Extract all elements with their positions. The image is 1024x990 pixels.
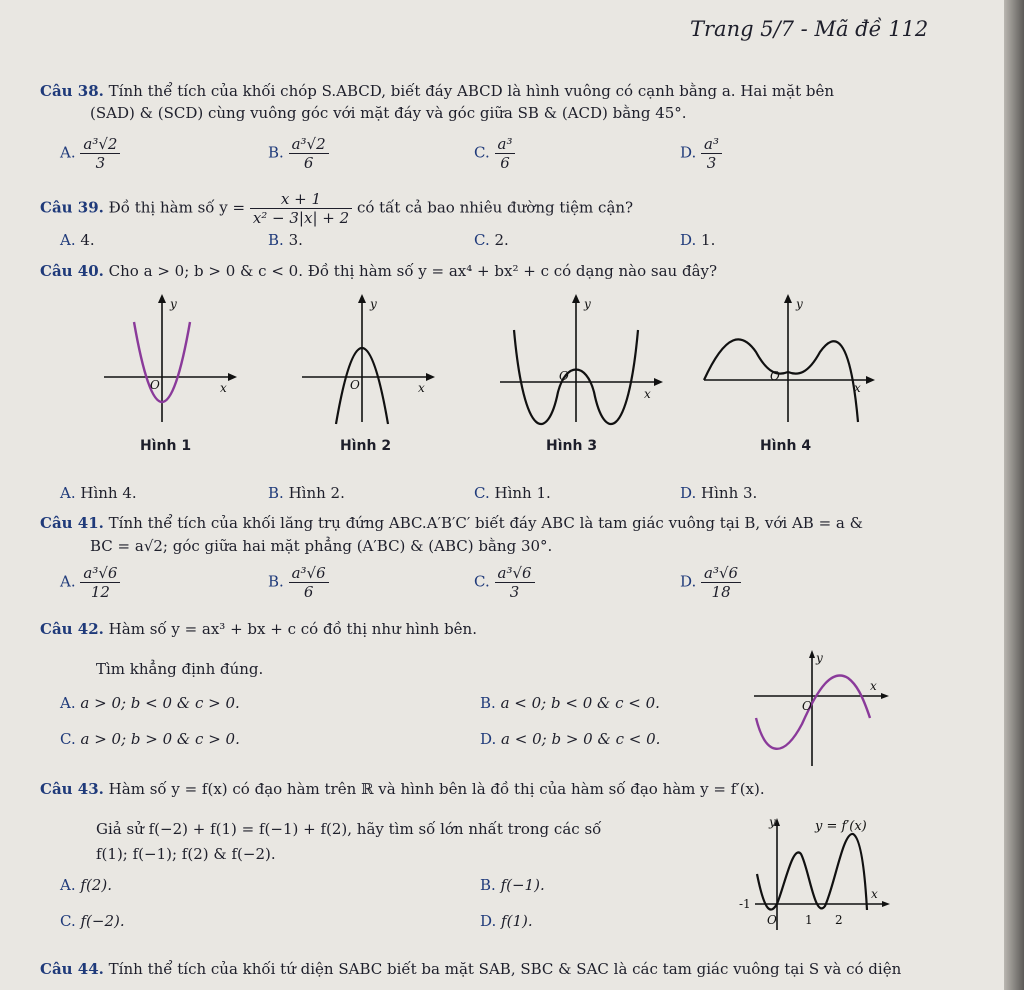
option-key: D. [480, 912, 497, 930]
option-text: a < 0; b > 0 & c < 0. [501, 730, 661, 748]
q39-line [40, 190, 633, 227]
y-arrow-icon [158, 294, 166, 303]
option-text: 4. [80, 231, 95, 249]
origin-label: O [770, 369, 780, 383]
frac-den: 6 [500, 154, 510, 172]
option-key: C. [474, 572, 490, 591]
option-key: C. [474, 231, 490, 249]
frac-den: x² − 3|x| + 2 [252, 209, 350, 227]
x-arrow-icon [426, 373, 435, 381]
option-key: A. [60, 231, 76, 249]
q42-line [40, 620, 477, 638]
tick-minus-1: -1 [739, 897, 751, 911]
option-text: Hình 2. [288, 484, 345, 502]
option-text: 3. [288, 231, 303, 249]
q40-option-a[interactable] [60, 484, 137, 502]
y-arrow-icon [784, 294, 792, 303]
q38-line1 [40, 82, 834, 100]
frac-den: 3 [95, 154, 106, 172]
option-text: 2. [494, 231, 509, 249]
q38-option-c[interactable] [474, 135, 515, 172]
tick-2: 2 [835, 913, 843, 927]
q40-label: Câu 40. [40, 262, 104, 280]
q42-sub: Tìm khẳng định đúng. [96, 660, 264, 678]
y-label: y [170, 297, 177, 311]
q38-option-a[interactable] [60, 135, 120, 172]
q39-option-a[interactable] [60, 231, 95, 249]
frac-num: x + 1 [250, 190, 352, 209]
x-label: x [870, 679, 877, 693]
q40-option-c[interactable] [474, 484, 551, 502]
option-text: Hình 4. [80, 484, 137, 502]
q43-option-b[interactable] [480, 876, 545, 894]
option-key: B. [268, 143, 284, 162]
q39-post: có tất cả bao nhiêu đường tiệm cận? [356, 198, 634, 217]
q39-option-d[interactable] [680, 231, 715, 249]
option-key: D. [480, 730, 497, 748]
option-key: B. [268, 484, 284, 502]
frac-den: 12 [90, 583, 110, 601]
option-text: f(−1). [500, 876, 545, 894]
option-key: D. [680, 572, 697, 591]
q43-sub2: f(1); f(−1); f(2) & f(−2). [96, 845, 276, 863]
frac-num: a³√6 [289, 564, 329, 583]
q43-option-c[interactable] [60, 912, 125, 930]
option-key: C. [474, 143, 490, 162]
x-arrow-icon [866, 376, 875, 384]
option-key: D. [680, 143, 697, 162]
cubic-curve [756, 675, 870, 748]
option-text: f(2). [80, 876, 112, 894]
y-arrow-icon [358, 294, 366, 303]
x-arrow-icon [654, 378, 663, 386]
q43-option-d[interactable] [480, 912, 533, 930]
frac-den: 6 [303, 154, 314, 172]
q43-text: Hàm số y = f(x) có đạo hàm trên ℝ và hình bên là đồ thị của hàm số đạo hàm y = f′(x). [108, 780, 765, 798]
option-key: C. [60, 912, 76, 930]
figure-4-graph [700, 292, 880, 427]
q41-option-a[interactable] [60, 564, 120, 601]
option-text: a > 0; b > 0 & c > 0. [80, 730, 240, 748]
q42-graph [752, 648, 892, 770]
figure-2-graph [298, 292, 438, 427]
figure-1-caption: Hình 1 [140, 438, 192, 454]
q41-line1 [40, 514, 863, 532]
frac-num: a³√6 [701, 564, 741, 583]
q42-label: Câu 42. [40, 620, 104, 638]
y-label: y [796, 297, 803, 311]
option-text: f(1). [501, 912, 533, 930]
page-edge-shadow [1004, 0, 1024, 990]
frac-num: a³ [701, 135, 722, 154]
page-header: Trang 5/7 - Mã đề 112 [690, 17, 929, 41]
q44-label: Câu 44. [40, 960, 104, 978]
x-arrow-icon [228, 373, 237, 381]
q42-option-d[interactable] [480, 730, 660, 748]
frac-den: 6 [303, 583, 314, 601]
tick-1: 1 [805, 913, 813, 927]
figure-3-caption: Hình 3 [546, 438, 598, 454]
q43-option-a[interactable] [60, 876, 112, 894]
figure-1-graph [100, 292, 240, 427]
q38-option-d[interactable] [680, 135, 722, 172]
q42-option-b[interactable] [480, 694, 660, 712]
figure-4-caption: Hình 4 [760, 438, 812, 454]
y-arrow-icon [809, 650, 815, 658]
q43-line [40, 780, 765, 798]
option-key: B. [480, 694, 496, 712]
frac-num: a³ [495, 135, 516, 154]
y-arrow-icon [572, 294, 580, 303]
q43-sub1: Giả sử f(−2) + f(1) = f(−1) + f(2), hãy tìm số lớn nhất trong các số [96, 820, 602, 838]
option-key: A. [60, 876, 76, 894]
frac-num: a³√2 [289, 135, 329, 154]
origin-label: O [767, 913, 777, 927]
frac-den: 18 [711, 583, 731, 601]
graph-title: y = f′(x) [815, 819, 867, 834]
option-key: B. [480, 876, 496, 894]
option-text: a > 0; b < 0 & c > 0. [80, 694, 240, 712]
q42-option-c[interactable] [60, 730, 240, 748]
q38-line2: (SAD) & (SCD) cùng vuông góc với mặt đáy và góc giữa SB & (ACD) bằng 45°. [90, 104, 687, 122]
frac-num: a³√6 [80, 564, 120, 583]
q38-text1: Tính thể tích của khối chóp S.ABCD, biết đáy ABCD là hình vuông có cạnh bằng a. Hai mặt bên [108, 82, 835, 100]
x-label: x [871, 887, 878, 901]
figure-3-graph [496, 292, 666, 427]
option-key: D. [680, 231, 697, 249]
option-text: Hình 3. [701, 484, 758, 502]
q41-label: Câu 41. [40, 514, 104, 532]
option-text: f(−2). [80, 912, 125, 930]
origin-label: O [802, 699, 812, 713]
derivative-curve [757, 834, 867, 910]
q43-label: Câu 43. [40, 780, 104, 798]
x-label: x [854, 381, 861, 395]
frac-den: 3 [509, 583, 520, 601]
option-text: 1. [701, 231, 716, 249]
x-label: x [644, 387, 651, 401]
y-label: y [584, 297, 591, 311]
option-key: A. [60, 484, 76, 502]
frac-num: a³√2 [80, 135, 120, 154]
q40-text: Cho a > 0; b > 0 & c < 0. Đồ thị hàm số y = ax⁴ + bx² + c có dạng nào sau đây? [108, 262, 718, 280]
option-text: Hình 1. [494, 484, 551, 502]
q40-line [40, 262, 717, 280]
origin-label: O [559, 369, 569, 383]
x-label: x [220, 381, 227, 395]
y-label: y [769, 815, 776, 829]
q41-option-d[interactable] [680, 564, 741, 601]
q39-option-c[interactable] [474, 231, 509, 249]
frac-den: 3 [706, 154, 717, 172]
origin-label: O [150, 378, 160, 392]
q40-option-d[interactable] [680, 484, 757, 502]
q41-option-c[interactable] [474, 564, 535, 601]
y-label: y [370, 297, 377, 311]
figure-2-caption: Hình 2 [340, 438, 392, 454]
option-key: A. [60, 143, 76, 162]
q43-derivative-graph [735, 814, 895, 936]
x-arrow-icon [882, 901, 890, 907]
q44-line [40, 960, 901, 978]
q41-option-b[interactable] [268, 564, 329, 601]
q42-option-a[interactable] [60, 694, 240, 712]
q38-label: Câu 38. [40, 82, 104, 100]
frac-num: a³√6 [495, 564, 535, 583]
q39-pre: Đồ thị hàm số y = [108, 198, 246, 217]
option-key: C. [60, 730, 76, 748]
q41-text1: Tính thể tích của khối lăng trụ đứng ABC.A′B′C′ biết đáy ABC là tam giác vuông tại B, với AB = a & [108, 514, 863, 532]
q44-text: Tính thể tích của khối tứ diện SABC biết ba mặt SAB, SBC & SAC là các tam giác vuông tại S và có diện [108, 960, 902, 978]
q40-option-b[interactable] [268, 484, 345, 502]
q38-option-b[interactable] [268, 135, 329, 172]
option-key: A. [60, 572, 76, 591]
option-key: A. [60, 694, 76, 712]
option-key: C. [474, 484, 490, 502]
q41-line2: BC = a√2; góc giữa hai mặt phẳng (A′BC) & (ABC) bằng 30°. [90, 537, 553, 555]
option-key: B. [268, 572, 284, 591]
y-label: y [816, 651, 823, 665]
q42-text: Hàm số y = ax³ + bx + c có đồ thị như hình bên. [108, 620, 477, 638]
option-key: D. [680, 484, 697, 502]
option-text: a < 0; b < 0 & c < 0. [500, 694, 660, 712]
q39-option-b[interactable] [268, 231, 303, 249]
q39-label: Câu 39. [40, 198, 104, 217]
option-key: B. [268, 231, 284, 249]
origin-label: O [350, 378, 360, 392]
x-label: x [418, 381, 425, 395]
x-arrow-icon [881, 693, 889, 699]
